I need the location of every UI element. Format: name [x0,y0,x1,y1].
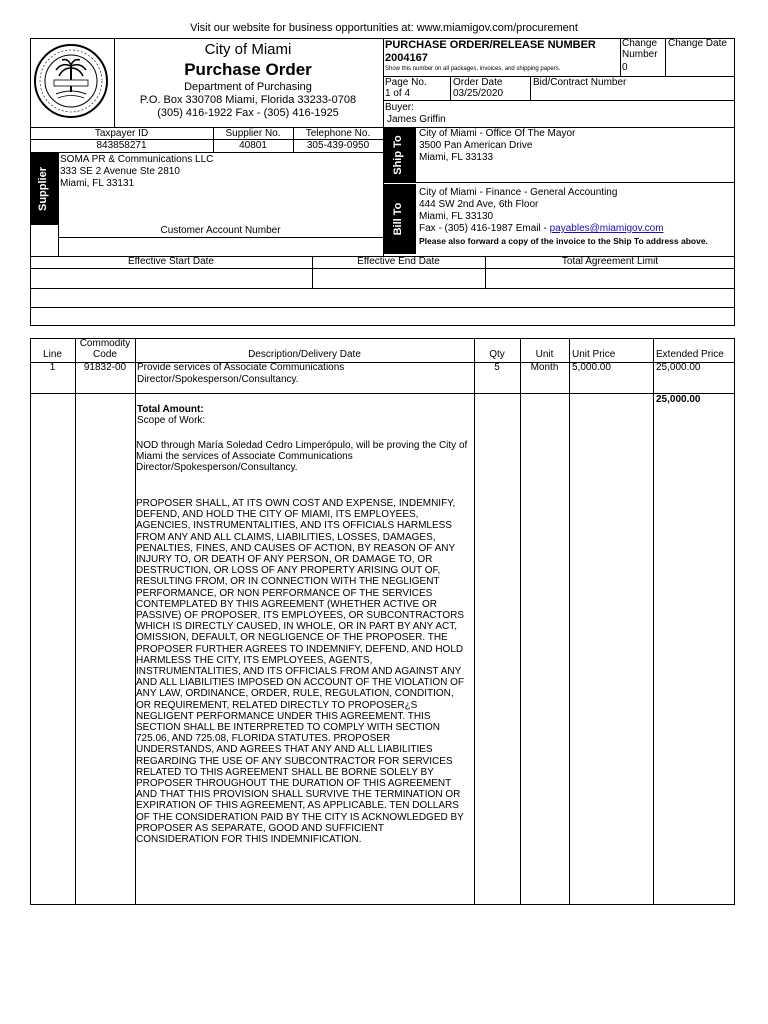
page-value: 1 of 4 [385,88,411,99]
department-phone: (305) 416-1922 Fax - (305) 416-1925 [157,107,339,119]
customer-account-label: Customer Account Number [160,225,281,236]
seal-icon [32,42,110,120]
taxpayer-label: Taxpayer ID [94,128,149,139]
col-unit-header: Unit [535,349,554,360]
col-description-header: Description/Delivery Date [248,349,361,360]
bill-to-contact [419,223,664,234]
department-address: P.O. Box 330708 Miami, Florida 33233-0708 [139,94,357,106]
indemnity-paragraph: PROPOSER SHALL, AT ITS OWN COST AND EXPENSE, INDEMNIFY, DEFEND, AND HOLD THE CITY OF MIAMI, ITS EMPLOYEES, AGENCIES, INSTRUMENTALITIES, AND ITS OFFICIALS HARMLESS FROM ANY AND ALL CLAIMS, LIABILITIES, LOSSES, DAMAGES, PENALTIES, FINES, AND CAUSES OF ACTION, BY REASON OF ANY INJURY TO, OR DEATH OF ANY PERSON, OR DAMAGE TO, OR DESTRUCTION, OR LOSS OF ANY PROPERTY ARISING OUT OF, RESULTING FROM, OR IN CONNECTION WITH THE NEGLIGENT PERFORMANCE, OR NON PERFORMANCE OF THE SERVICES CONTEMPLATED BY THIS AGREEMENT (WHETHER ACTIVE OR PASSIVE) OF PROPOSER, ITS EMPLOYEES, OR SUBCONTRACTORS WHICH IS DIRECTLY CAUSED, IN WHOLE, OR IN PART BY ANY ACT, OMISSION, DEFAULT, OR NEGLIGENCE OF THE PROPOSER. THE PROPOSER FURTHER AGREES TO INDEMNIFY, DEFEND, AND HOLD HARMLESS THE CITY, ITS EMPLOYEES, AGENTS, INSTRUMENTALITIES, AND ITS OFFICIALS FROM AND AGAINST ANY AND ALL LIABILITIES IMPOSED ON ACCOUNT OF THE VIOLATION OF ANY LAW, ORDINANCE, ORDER, RULE, REGULATION, CONDITION, OR REQUIREMENT, RELATED DIRECTLY TO PROPOSER¿S NEGLIGENT PERFORMANCE UNDER THIS AGREEMENT. THIS SECTION SHALL BE INTERPRETED TO COMPLY WITH SECTION 725.06, AND 725.08, FLORIDA STATUTES. PROPOSER UNDERSTANDS, AND AGREES THAT ANY AND ALL LIABILITIES REGARDING THE USE OF ANY SUBCONTRACTOR FOR SERVICES RELATED TO THIS AGREEMENT SHALL BE BORNE SOLELY BY PROPOSER THROUGHOUT THE DURATION OF THIS AGREEMENT AND THAT THIS PROVISION SHALL SURVIVE THE TERMINATION OR EXPIRATION OF THIS AGREEMENT, AS APPLICABLE. TEN DOLLARS OF THE CONSIDERATION PAID BY THE CITY IS ACKNOWLEDGED BY PROPOSER AS SEPARATE, GOOD AND SUFFICIENT CONSIDERATION FOR THIS INDEMNIFICATION. [136,498,465,846]
col-ext-price-header: Extended Price [656,349,724,360]
effective-start-label: Effective Start Date [128,256,214,267]
po-number-note: Show this number on all packages, invoices, and shipping papers. [385,66,561,72]
po-number: 2004167 [385,52,428,64]
document-title: Purchase Order [184,60,312,79]
ship-to-tab-label: Ship To [392,135,404,175]
telephone-label: Telephone No. [305,128,371,139]
po-number-label: PURCHASE ORDER/RELEASE NUMBER [385,39,596,51]
total-amount-label: Total Amount: [137,404,204,415]
col-line-header: Line [43,349,62,360]
supplier-address-1: 333 SE 2 Avenue Ste 2810 [60,166,180,177]
ship-to-line-2: 3500 Pan American Drive [419,140,533,151]
change-number-label: Change Number [622,38,658,60]
bill-to-fax: Fax - (305) 416-1987 Email - [419,223,550,234]
indemnity-clause [136,498,472,845]
change-number: 0 [622,62,628,73]
scope-paragraph: NOD through María Soledad Cedro Limperópulo, will be proving the City of Miami the services of Associate Communications Director/Spokesperson/Consultancy. [136,440,468,474]
payables-email-link[interactable]: payables@miamigov.com [549,223,664,234]
col-commodity-header: Commodity Code [79,338,131,360]
bill-to-line-2: 444 SW 2nd Ave, 6th Floor [419,199,539,210]
row-commodity: 91832-00 [83,362,127,373]
row-description-2: Director/Spokesperson/Consultancy. [137,374,299,385]
page-label: Page No. [385,77,427,88]
row-description-1: Provide services of Associate Communications [137,362,345,373]
change-date-label: Change Date [668,38,727,49]
row-line: 1 [49,362,56,373]
agreement-limit-label: Total Agreement Limit [561,256,659,267]
city-seal [32,42,110,120]
department: Department of Purchasing [184,81,312,93]
supplier-no: 40801 [239,140,267,151]
row-ext-price: 25,000.00 [656,362,701,373]
city-name: City of Miami [204,41,292,58]
scope-of-work-text [136,440,472,474]
bill-to-line-3: Miami, FL 33130 [419,211,494,222]
ship-to-line-3: Miami, FL 33133 [419,152,494,163]
row-unit-price: 5,000.00 [572,362,611,373]
row-unit: Month [530,362,559,373]
supplier-address-2: Miami, FL 33131 [60,178,135,189]
bill-to-line-1: City of Miami - Finance - General Accounting [419,187,618,198]
order-date-label: Order Date [453,77,503,88]
row-qty: 5 [494,362,500,373]
taxpayer-id: 843858271 [96,140,147,151]
ship-to-line-1: City of Miami - Office Of The Mayor [419,128,576,139]
supplier-tab-label: Supplier [37,167,49,212]
supplier-name: SOMA PR & Communications LLC [60,154,214,165]
telephone-no: 305-439-0950 [306,140,370,151]
website-note: Visit our website for business opportunities at: www.miamigov.com/procurement [190,22,578,34]
scope-of-work-label: Scope of Work: [137,415,206,426]
supplier-no-label: Supplier No. [225,128,281,139]
col-unit-price-header: Unit Price [572,349,616,360]
total-amount: 25,000.00 [656,394,701,405]
order-date: 03/25/2020 [453,88,504,99]
col-qty-header: Qty [489,349,505,360]
effective-end-label: Effective End Date [357,256,440,267]
bill-to-tab-label: Bill To [392,202,404,236]
buyer-label: Buyer: [385,102,414,113]
bill-to-note: Please also forward a copy of the invoice to the Ship To address above. [419,236,708,246]
buyer-name: James Griffin [387,114,446,125]
bid-contract-label: Bid/Contract Number [533,77,627,88]
